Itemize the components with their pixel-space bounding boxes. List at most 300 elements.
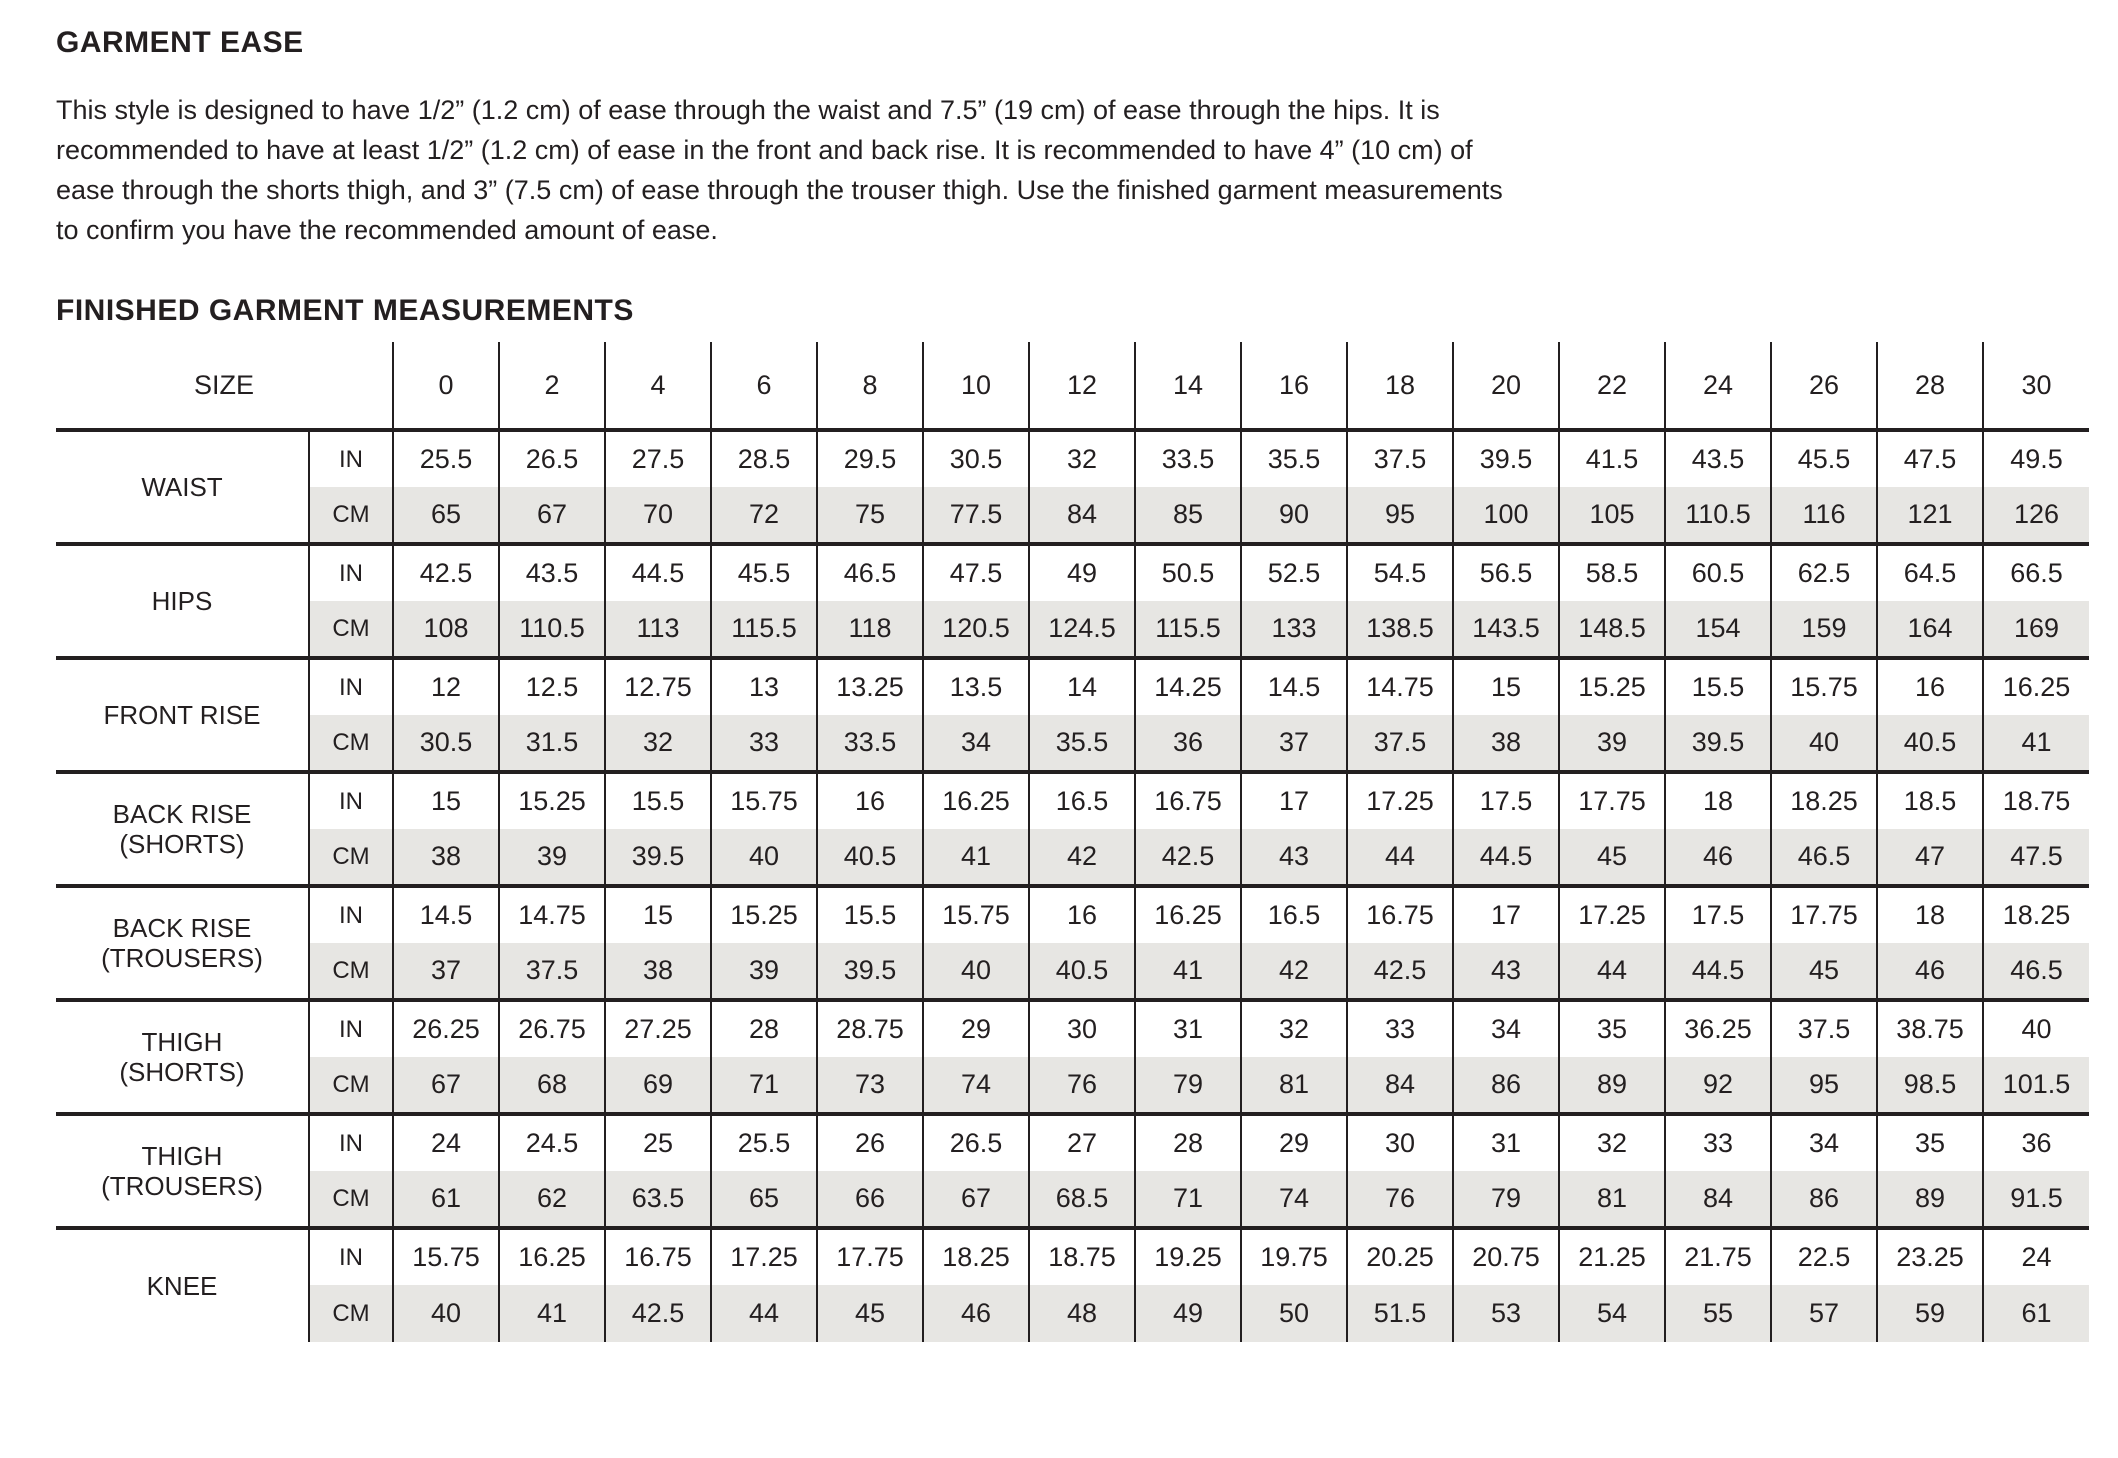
value-cell: 14 [1029, 658, 1135, 715]
value-cell: 42.5 [605, 1285, 711, 1342]
value-cell: 113 [605, 601, 711, 658]
value-cell: 86 [1771, 1171, 1877, 1228]
value-cell: 40 [1983, 1000, 2089, 1057]
value-cell: 46.5 [817, 544, 923, 601]
value-cell: 30 [1029, 1000, 1135, 1057]
value-cell: 110.5 [499, 601, 605, 658]
value-cell: 72 [711, 487, 817, 544]
value-cell: 67 [393, 1057, 499, 1114]
value-cell: 40 [923, 943, 1029, 1000]
value-cell: 46 [923, 1285, 1029, 1342]
measurement-row-cm [56, 487, 2089, 544]
value-cell: 60.5 [1665, 544, 1771, 601]
value-cell: 17.75 [1771, 886, 1877, 943]
value-cell: 29 [1241, 1114, 1347, 1171]
value-cell: 41.5 [1559, 430, 1665, 487]
row-label [56, 544, 309, 658]
value-cell: 49 [1029, 544, 1135, 601]
value-cell: 48 [1029, 1285, 1135, 1342]
value-cell: 25.5 [711, 1114, 817, 1171]
value-cell: 26.25 [393, 1000, 499, 1057]
unit-cell-in: IN [309, 1228, 393, 1285]
value-cell: 18 [1877, 886, 1983, 943]
value-cell: 121 [1877, 487, 1983, 544]
value-cell: 69 [605, 1057, 711, 1114]
size-header-row [56, 342, 2089, 430]
value-cell: 18.5 [1877, 772, 1983, 829]
value-cell: 18.75 [1029, 1228, 1135, 1285]
value-cell: 13 [711, 658, 817, 715]
value-cell: 75 [817, 487, 923, 544]
measurement-group [56, 886, 2089, 1000]
unit-cell-cm: CM [309, 715, 393, 772]
value-cell: 16.75 [1135, 772, 1241, 829]
unit-cell-cm: CM [309, 601, 393, 658]
unit-cell-cm: CM [309, 829, 393, 886]
value-cell: 84 [1665, 1171, 1771, 1228]
value-cell: 29.5 [817, 430, 923, 487]
value-cell: 16.25 [499, 1228, 605, 1285]
value-cell: 39 [1559, 715, 1665, 772]
value-cell: 18.75 [1983, 772, 2089, 829]
unit-cell-in: IN [309, 1114, 393, 1171]
measurement-row-cm [56, 829, 2089, 886]
value-cell: 39.5 [1665, 715, 1771, 772]
value-cell: 37 [1241, 715, 1347, 772]
value-cell: 26.5 [923, 1114, 1029, 1171]
value-cell: 56.5 [1453, 544, 1559, 601]
value-cell: 51.5 [1347, 1285, 1453, 1342]
value-cell: 21.25 [1559, 1228, 1665, 1285]
size-label-cell: SIZE [194, 369, 255, 400]
value-cell: 19.25 [1135, 1228, 1241, 1285]
value-cell: 47.5 [1877, 430, 1983, 487]
measurement-row-cm [56, 1285, 2089, 1342]
garment-ease-heading: GARMENT EASE [56, 26, 304, 59]
value-cell: 55 [1665, 1285, 1771, 1342]
value-cell: 16 [1877, 658, 1983, 715]
value-cell: 28.75 [817, 1000, 923, 1057]
value-cell: 148.5 [1559, 601, 1665, 658]
ease-description: This style is designed to have 1/2” (1.2 cm) of ease through the waist and 7.5” (19 cm) of ease through the hips. It is recommended to have at least 1/2” (1.2 cm) of ease in the front and back rise. It is recommended to have 4” (10 cm) of ease through the shorts thigh, and 3” (7.5 cm) of ease through the trouser thigh. Use the finished garment measurements to confirm you have the recommended amount of ease. [56, 95, 1503, 245]
row-label-line: FRONT RISE [103, 700, 261, 730]
value-cell: 15 [605, 886, 711, 943]
value-cell: 36 [1983, 1114, 2089, 1171]
unit-cell-in: IN [309, 886, 393, 943]
row-label-line: (SHORTS) [119, 1057, 245, 1087]
value-cell: 28 [1135, 1114, 1241, 1171]
unit-cell-cm: CM [309, 487, 393, 544]
value-cell: 62.5 [1771, 544, 1877, 601]
size-header-cell: 16 [1241, 342, 1347, 430]
value-cell: 76 [1029, 1057, 1135, 1114]
value-cell: 64.5 [1877, 544, 1983, 601]
measurement-row-in [56, 1000, 2089, 1057]
value-cell: 38 [1453, 715, 1559, 772]
value-cell: 46 [1877, 943, 1983, 1000]
value-cell: 41 [1135, 943, 1241, 1000]
row-label-line: HIPS [151, 586, 213, 616]
value-cell: 35 [1877, 1114, 1983, 1171]
value-cell: 46 [1665, 829, 1771, 886]
value-cell: 34 [923, 715, 1029, 772]
value-cell: 44.5 [1665, 943, 1771, 1000]
row-label [56, 1000, 309, 1114]
value-cell: 16.5 [1029, 772, 1135, 829]
value-cell: 26.5 [499, 430, 605, 487]
value-cell: 18 [1665, 772, 1771, 829]
value-cell: 42.5 [393, 544, 499, 601]
unit-cell-cm: CM [309, 1171, 393, 1228]
finished-measurements-heading: FINISHED GARMENT MEASUREMENTS [56, 294, 634, 327]
size-header-cell: 0 [393, 342, 499, 430]
value-cell: 46.5 [1771, 829, 1877, 886]
value-cell: 16.25 [1135, 886, 1241, 943]
value-cell: 108 [393, 601, 499, 658]
row-label [56, 886, 309, 1000]
value-cell: 15.75 [711, 772, 817, 829]
value-cell: 53 [1453, 1285, 1559, 1342]
value-cell: 43.5 [1665, 430, 1771, 487]
value-cell: 47.5 [923, 544, 1029, 601]
unit-cell-cm: CM [309, 943, 393, 1000]
value-cell: 45.5 [711, 544, 817, 601]
value-cell: 71 [711, 1057, 817, 1114]
measurement-row-cm [56, 1171, 2089, 1228]
value-cell: 14.25 [1135, 658, 1241, 715]
unit-cell-in: IN [309, 772, 393, 829]
value-cell: 40 [1771, 715, 1877, 772]
value-cell: 41 [923, 829, 1029, 886]
value-cell: 133 [1241, 601, 1347, 658]
row-label [56, 1114, 309, 1228]
value-cell: 32 [1559, 1114, 1665, 1171]
value-cell: 15.5 [605, 772, 711, 829]
value-cell: 36.25 [1665, 1000, 1771, 1057]
value-cell: 20.25 [1347, 1228, 1453, 1285]
measurements-table [56, 342, 2089, 1342]
value-cell: 74 [1241, 1171, 1347, 1228]
measurement-row-in [56, 772, 2089, 829]
value-cell: 21.75 [1665, 1228, 1771, 1285]
value-cell: 115.5 [711, 601, 817, 658]
value-cell: 68.5 [1029, 1171, 1135, 1228]
value-cell: 92 [1665, 1057, 1771, 1114]
measurement-row-in [56, 1114, 2089, 1171]
value-cell: 40 [711, 829, 817, 886]
value-cell: 12.75 [605, 658, 711, 715]
row-label-line: (SHORTS) [119, 829, 245, 859]
value-cell: 40.5 [1877, 715, 1983, 772]
value-cell: 81 [1241, 1057, 1347, 1114]
value-cell: 81 [1559, 1171, 1665, 1228]
value-cell: 17.25 [711, 1228, 817, 1285]
value-cell: 37.5 [1347, 715, 1453, 772]
row-label-line: THIGH [141, 1141, 223, 1171]
size-header-cell: 4 [605, 342, 711, 430]
value-cell: 34 [1453, 1000, 1559, 1057]
value-cell: 27 [1029, 1114, 1135, 1171]
value-cell: 50 [1241, 1285, 1347, 1342]
measurement-group [56, 772, 2089, 886]
value-cell: 40.5 [817, 829, 923, 886]
value-cell: 16 [1029, 886, 1135, 943]
row-label [56, 658, 309, 772]
value-cell: 17.5 [1453, 772, 1559, 829]
value-cell: 54.5 [1347, 544, 1453, 601]
value-cell: 73 [817, 1057, 923, 1114]
measurement-group [56, 1114, 2089, 1228]
value-cell: 45.5 [1771, 430, 1877, 487]
value-cell: 37.5 [1347, 430, 1453, 487]
measurement-row-in [56, 1228, 2089, 1285]
value-cell: 42.5 [1135, 829, 1241, 886]
value-cell: 18.25 [1983, 886, 2089, 943]
value-cell: 138.5 [1347, 601, 1453, 658]
value-cell: 62 [499, 1171, 605, 1228]
value-cell: 16.25 [923, 772, 1029, 829]
value-cell: 15.25 [499, 772, 605, 829]
value-cell: 44 [711, 1285, 817, 1342]
value-cell: 159 [1771, 601, 1877, 658]
value-cell: 14.75 [499, 886, 605, 943]
value-cell: 38.75 [1877, 1000, 1983, 1057]
value-cell: 126 [1983, 487, 2089, 544]
row-label-line: KNEE [146, 1271, 218, 1301]
measurement-row-in [56, 544, 2089, 601]
value-cell: 40.5 [1029, 943, 1135, 1000]
value-cell: 20.75 [1453, 1228, 1559, 1285]
value-cell: 14.5 [1241, 658, 1347, 715]
value-cell: 33.5 [817, 715, 923, 772]
value-cell: 16.25 [1983, 658, 2089, 715]
row-label-line: THIGH [141, 1027, 223, 1057]
value-cell: 40 [393, 1285, 499, 1342]
value-cell: 49 [1135, 1285, 1241, 1342]
value-cell: 44 [1347, 829, 1453, 886]
value-cell: 61 [393, 1171, 499, 1228]
value-cell: 45 [817, 1285, 923, 1342]
value-cell: 15.25 [711, 886, 817, 943]
value-cell: 143.5 [1453, 601, 1559, 658]
value-cell: 42.5 [1347, 943, 1453, 1000]
table-header-row [56, 342, 2089, 430]
value-cell: 39.5 [605, 829, 711, 886]
value-cell: 12 [393, 658, 499, 715]
value-cell: 13.25 [817, 658, 923, 715]
value-cell: 41 [1983, 715, 2089, 772]
value-cell: 110.5 [1665, 487, 1771, 544]
value-cell: 17.5 [1665, 886, 1771, 943]
row-label [56, 772, 309, 886]
value-cell: 28.5 [711, 430, 817, 487]
value-cell: 35 [1559, 1000, 1665, 1057]
value-cell: 67 [499, 487, 605, 544]
row-label [56, 430, 309, 544]
value-cell: 17 [1453, 886, 1559, 943]
value-cell: 66.5 [1983, 544, 2089, 601]
size-header-cell: 2 [499, 342, 605, 430]
value-cell: 115.5 [1135, 601, 1241, 658]
value-cell: 13.5 [923, 658, 1029, 715]
size-header-cell: 20 [1453, 342, 1559, 430]
row-label-line: BACK RISE [112, 913, 252, 943]
value-cell: 27.5 [605, 430, 711, 487]
value-cell: 86 [1453, 1057, 1559, 1114]
row-label-line: (TROUSERS) [101, 943, 263, 973]
value-cell: 90 [1241, 487, 1347, 544]
value-cell: 33.5 [1135, 430, 1241, 487]
value-cell: 26 [817, 1114, 923, 1171]
value-cell: 58.5 [1559, 544, 1665, 601]
value-cell: 46.5 [1983, 943, 2089, 1000]
value-cell: 89 [1559, 1057, 1665, 1114]
value-cell: 15.25 [1559, 658, 1665, 715]
size-header-cell: 22 [1559, 342, 1665, 430]
value-cell: 43 [1453, 943, 1559, 1000]
value-cell: 95 [1771, 1057, 1877, 1114]
value-cell: 54 [1559, 1285, 1665, 1342]
value-cell: 43.5 [499, 544, 605, 601]
value-cell: 32 [1241, 1000, 1347, 1057]
value-cell: 45 [1771, 943, 1877, 1000]
value-cell: 35.5 [1241, 430, 1347, 487]
measurement-row-cm [56, 1057, 2089, 1114]
value-cell: 31 [1453, 1114, 1559, 1171]
row-label-line: (TROUSERS) [101, 1171, 263, 1201]
value-cell: 39 [711, 943, 817, 1000]
value-cell: 59 [1877, 1285, 1983, 1342]
value-cell: 154 [1665, 601, 1771, 658]
value-cell: 120.5 [923, 601, 1029, 658]
value-cell: 77.5 [923, 487, 1029, 544]
value-cell: 23.25 [1877, 1228, 1983, 1285]
measurement-group [56, 1000, 2089, 1114]
value-cell: 45 [1559, 829, 1665, 886]
size-header-cell: 26 [1771, 342, 1877, 430]
size-header-cell: 28 [1877, 342, 1983, 430]
value-cell: 41 [499, 1285, 605, 1342]
value-cell: 44.5 [1453, 829, 1559, 886]
measurement-group [56, 430, 2089, 544]
value-cell: 85 [1135, 487, 1241, 544]
row-label [56, 1228, 309, 1342]
value-cell: 47.5 [1983, 829, 2089, 886]
value-cell: 79 [1453, 1171, 1559, 1228]
size-header-cell: 8 [817, 342, 923, 430]
value-cell: 22.5 [1771, 1228, 1877, 1285]
size-header-cell: 10 [923, 342, 1029, 430]
value-cell: 65 [393, 487, 499, 544]
value-cell: 164 [1877, 601, 1983, 658]
value-cell: 30.5 [393, 715, 499, 772]
value-cell: 15 [393, 772, 499, 829]
value-cell: 38 [605, 943, 711, 1000]
value-cell: 32 [1029, 430, 1135, 487]
value-cell: 19.75 [1241, 1228, 1347, 1285]
value-cell: 44 [1559, 943, 1665, 1000]
measurement-row-cm [56, 715, 2089, 772]
value-cell: 43 [1241, 829, 1347, 886]
unit-cell-in: IN [309, 430, 393, 487]
value-cell: 17.25 [1559, 886, 1665, 943]
value-cell: 39 [499, 829, 605, 886]
value-cell: 38 [393, 829, 499, 886]
value-cell: 29 [923, 1000, 1029, 1057]
measurement-group [56, 658, 2089, 772]
unit-cell-in: IN [309, 544, 393, 601]
value-cell: 17 [1241, 772, 1347, 829]
value-cell: 18.25 [1771, 772, 1877, 829]
size-header-cell: 12 [1029, 342, 1135, 430]
value-cell: 35.5 [1029, 715, 1135, 772]
value-cell: 15.5 [1665, 658, 1771, 715]
size-header-cell: 14 [1135, 342, 1241, 430]
value-cell: 17.75 [817, 1228, 923, 1285]
value-cell: 16.75 [1347, 886, 1453, 943]
value-cell: 15.75 [1771, 658, 1877, 715]
value-cell: 15.75 [923, 886, 1029, 943]
unit-cell-in: IN [309, 658, 393, 715]
value-cell: 25.5 [393, 430, 499, 487]
value-cell: 52.5 [1241, 544, 1347, 601]
value-cell: 68 [499, 1057, 605, 1114]
value-cell: 25 [605, 1114, 711, 1171]
value-cell: 101.5 [1983, 1057, 2089, 1114]
value-cell: 50.5 [1135, 544, 1241, 601]
value-cell: 89 [1877, 1171, 1983, 1228]
value-cell: 76 [1347, 1171, 1453, 1228]
value-cell: 31 [1135, 1000, 1241, 1057]
value-cell: 70 [605, 487, 711, 544]
value-cell: 12.5 [499, 658, 605, 715]
value-cell: 18.25 [923, 1228, 1029, 1285]
value-cell: 17.25 [1347, 772, 1453, 829]
unit-cell-cm: CM [309, 1285, 393, 1342]
measurement-row-in [56, 886, 2089, 943]
value-cell: 42 [1029, 829, 1135, 886]
value-cell: 37.5 [1771, 1000, 1877, 1057]
value-cell: 28 [711, 1000, 817, 1057]
measurement-row-cm [56, 601, 2089, 658]
value-cell: 16.75 [605, 1228, 711, 1285]
value-cell: 15.75 [393, 1228, 499, 1285]
value-cell: 57 [1771, 1285, 1877, 1342]
measurement-group [56, 1228, 2089, 1342]
unit-cell-in: IN [309, 1000, 393, 1057]
measurement-row-cm [56, 943, 2089, 1000]
value-cell: 30 [1347, 1114, 1453, 1171]
value-cell: 66 [817, 1171, 923, 1228]
value-cell: 65 [711, 1171, 817, 1228]
value-cell: 24 [393, 1114, 499, 1171]
size-header-cell: 30 [1983, 342, 2089, 430]
value-cell: 98.5 [1877, 1057, 1983, 1114]
value-cell: 118 [817, 601, 923, 658]
value-cell: 74 [923, 1057, 1029, 1114]
measurement-row-in [56, 658, 2089, 715]
value-cell: 31.5 [499, 715, 605, 772]
measurement-group [56, 544, 2089, 658]
value-cell: 67 [923, 1171, 1029, 1228]
value-cell: 26.75 [499, 1000, 605, 1057]
value-cell: 61 [1983, 1285, 2089, 1342]
value-cell: 24 [1983, 1228, 2089, 1285]
value-cell: 84 [1029, 487, 1135, 544]
value-cell: 33 [711, 715, 817, 772]
value-cell: 169 [1983, 601, 2089, 658]
value-cell: 84 [1347, 1057, 1453, 1114]
